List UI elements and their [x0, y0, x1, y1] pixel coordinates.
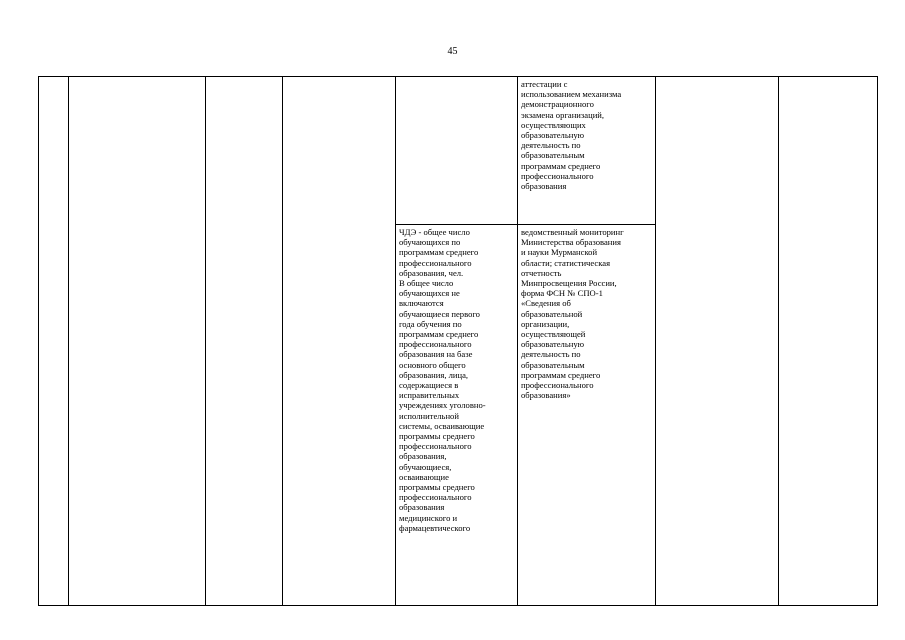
page-number: 45 — [447, 46, 458, 57]
cell-indicator-row2 — [396, 225, 518, 606]
cell-source-row1 — [518, 77, 656, 225]
cell-source-row2 — [518, 225, 656, 606]
indicators-table — [38, 76, 878, 606]
cell-method — [283, 77, 396, 606]
indicator-text-row2: ЧДЭ - общее число обучающихся по программам среднего профессионального образования, чел. В общее число обучающихся не включаются обучающиеся первого года обучения по программам среднего профессионального образования на базе основного общего образования, лица, содержащиеся в исправительных учреждениях уголовно- исполнительной системы, осваивающие программы среднего профессионального образования, обучающиеся, осваивающие программы среднего профессионального образования медицинского и фармацевтического — [399, 227, 486, 533]
cell-unit — [206, 77, 283, 606]
cell-indicator-row1 — [396, 77, 518, 225]
cell-number — [39, 77, 69, 606]
cell-responsible — [656, 77, 779, 606]
cell-goal — [69, 77, 206, 606]
source-text-row1: аттестации с использованием механизма демонстрационного экзамена организаций, осуществляющих образовательную деятельность по образовательным программам среднего профессионального образования — [521, 79, 622, 192]
cell-notes — [779, 77, 878, 606]
source-text-row2: ведомственный мониторинг Министерства образования и науки Мурманской области; статистическая отчетность Минпросвещения России, форма ФСН № СПО-1 «Сведения об образовательной организации, осуществляющей образовательную деятельность по образовательным программам среднего профессионального образования» — [521, 227, 624, 401]
table-row — [39, 77, 878, 225]
